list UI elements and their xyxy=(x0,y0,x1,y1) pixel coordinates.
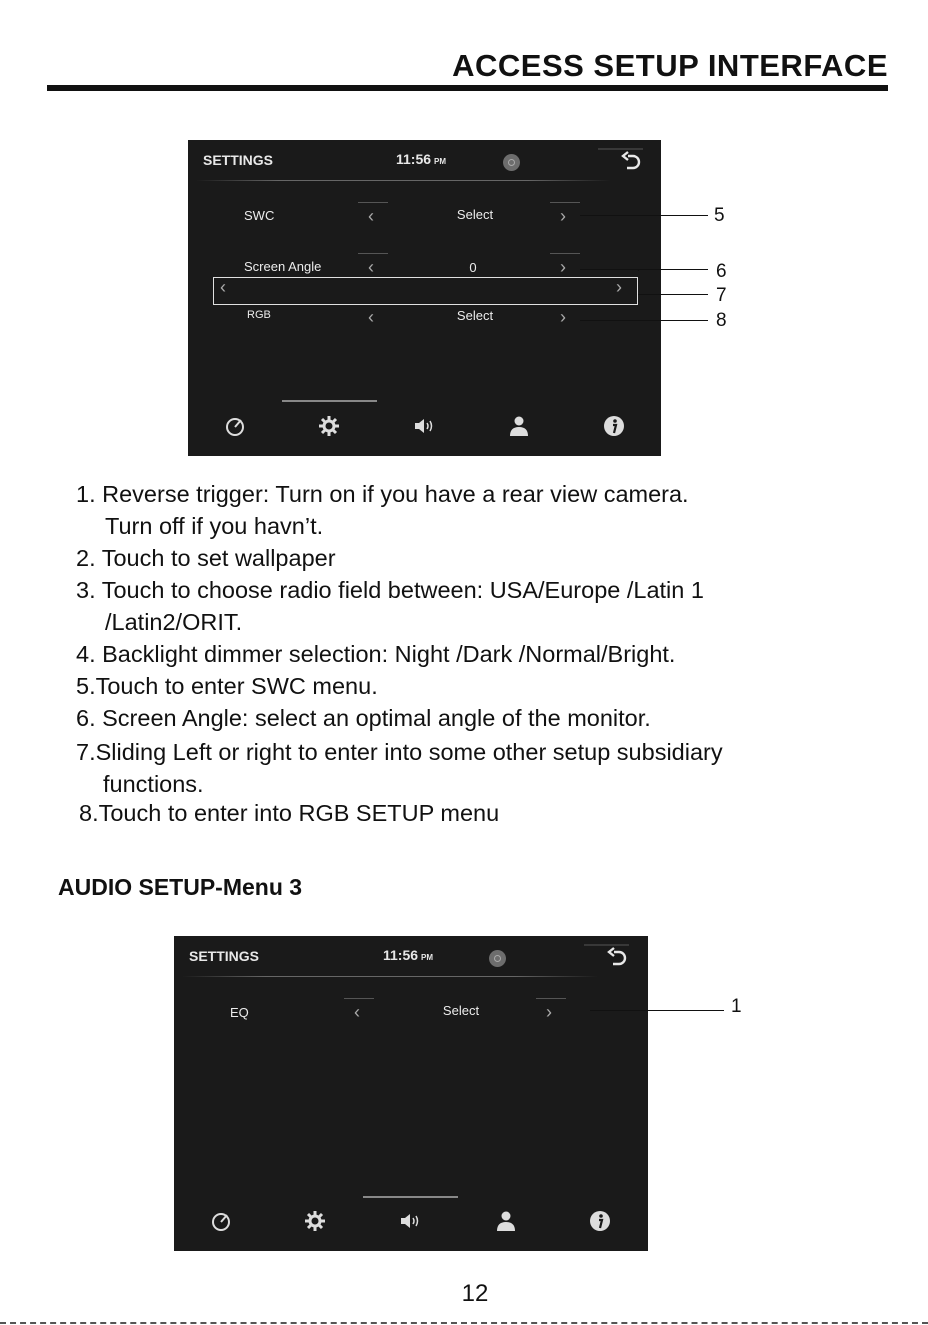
callout-5: 5 xyxy=(714,205,725,226)
callout-8: 8 xyxy=(716,310,727,331)
list-item: 1. Reverse trigger: Turn on if you have a rear view camera. xyxy=(76,481,689,507)
speaker-icon[interactable] xyxy=(398,1209,422,1233)
settings-screen-audio xyxy=(174,936,648,1251)
screen-topbar xyxy=(174,936,648,980)
volume-knob-icon xyxy=(503,154,520,171)
list-item: 5.Touch to enter SWC menu. xyxy=(76,673,378,699)
row-label: SWC xyxy=(244,208,275,223)
section-title: AUDIO SETUP-Menu 3 xyxy=(58,874,303,900)
list-item: 6. Screen Angle: select an optimal angle of the monitor. xyxy=(76,705,651,731)
instructions-list xyxy=(76,478,856,829)
gear-icon[interactable] xyxy=(303,1209,327,1233)
settings-row-eq[interactable] xyxy=(174,1002,648,1032)
row-label: EQ xyxy=(230,1005,249,1020)
chevron-right-icon[interactable]: › xyxy=(560,257,566,277)
volume-knob-icon xyxy=(489,950,506,967)
list-item: /Latin2/ORIT. xyxy=(105,609,243,635)
callout-line-7 xyxy=(638,294,708,295)
page-number: 12 xyxy=(461,1280,489,1307)
row-divider xyxy=(344,998,374,999)
back-icon[interactable] xyxy=(584,942,634,972)
row-label: RGB xyxy=(247,309,271,321)
screen-title: SETTINGS xyxy=(203,152,274,168)
clock-time: 11:56 xyxy=(396,151,432,167)
info-icon[interactable] xyxy=(602,414,626,438)
callout-6: 6 xyxy=(716,261,727,282)
footer-rule xyxy=(0,1322,928,1324)
callout-line-8 xyxy=(580,320,708,321)
chevron-right-icon[interactable]: › xyxy=(560,307,566,327)
callout-line-6 xyxy=(580,269,708,270)
row-label: Screen Angle xyxy=(244,259,322,274)
list-item: 7.Sliding Left or right to enter into some other setup subsidiary xyxy=(76,739,723,765)
speedometer-icon[interactable] xyxy=(223,414,247,438)
bottom-nav xyxy=(174,1191,648,1251)
back-icon[interactable] xyxy=(598,146,648,176)
callout-line-1 xyxy=(590,1010,724,1011)
gear-icon[interactable] xyxy=(317,414,341,438)
slide-area[interactable] xyxy=(213,277,638,305)
screen-clock xyxy=(396,151,446,167)
chevron-left-icon[interactable]: ‹ xyxy=(354,1002,360,1022)
row-divider xyxy=(358,202,388,203)
row-value: 0 xyxy=(469,260,477,275)
chevron-left-icon: ‹ xyxy=(220,277,226,297)
list-item: 4. Backlight dimmer selection: Night /Dark /Normal/Bright. xyxy=(76,641,676,667)
settings-row-swc[interactable] xyxy=(188,206,661,236)
chevron-right-icon[interactable]: › xyxy=(560,206,566,226)
list-item: 3. Touch to choose radio field between: USA/Europe /Latin 1 xyxy=(76,577,704,603)
topbar-divider xyxy=(182,976,598,977)
callout-bracket-7 xyxy=(638,269,639,271)
person-icon[interactable] xyxy=(507,414,531,438)
header-rule xyxy=(47,85,888,91)
settings-row-rgb[interactable] xyxy=(188,307,661,337)
speaker-icon[interactable] xyxy=(412,414,436,438)
chevron-left-icon[interactable]: ‹ xyxy=(368,206,374,226)
chevron-left-icon[interactable]: ‹ xyxy=(368,307,374,327)
bottom-nav xyxy=(188,396,661,456)
callout-line-5 xyxy=(580,215,708,216)
row-divider xyxy=(550,202,580,203)
list-item: functions. xyxy=(103,771,204,797)
clock-ampm: PM xyxy=(434,157,447,166)
chevron-left-icon[interactable]: ‹ xyxy=(368,257,374,277)
screen-clock xyxy=(383,947,433,963)
chevron-right-icon[interactable]: › xyxy=(546,1002,552,1022)
row-divider xyxy=(536,998,566,999)
callout-7: 7 xyxy=(716,285,727,306)
list-item: 2. Touch to set wallpaper xyxy=(76,545,336,571)
page-title: ACCESS SETUP INTERFACE xyxy=(452,48,888,83)
screen-title: SETTINGS xyxy=(189,948,260,964)
info-icon[interactable] xyxy=(588,1209,612,1233)
person-icon[interactable] xyxy=(494,1209,518,1233)
clock-ampm: PM xyxy=(421,953,434,962)
row-divider xyxy=(550,253,580,254)
settings-screen-setup xyxy=(188,140,661,456)
callout-1: 1 xyxy=(731,996,742,1017)
row-divider xyxy=(358,253,388,254)
row-value: Select xyxy=(442,1003,480,1018)
row-value: Select xyxy=(456,308,494,323)
screen-topbar xyxy=(188,140,661,184)
speedometer-icon[interactable] xyxy=(209,1209,233,1233)
topbar-divider xyxy=(196,180,611,181)
chevron-right-icon: › xyxy=(616,277,622,297)
row-value: Select xyxy=(456,207,494,222)
clock-time: 11:56 xyxy=(383,947,419,963)
list-item: 8.Touch to enter into RGB SETUP menu xyxy=(79,800,500,826)
list-item: Turn off if you havn’t. xyxy=(105,513,324,539)
